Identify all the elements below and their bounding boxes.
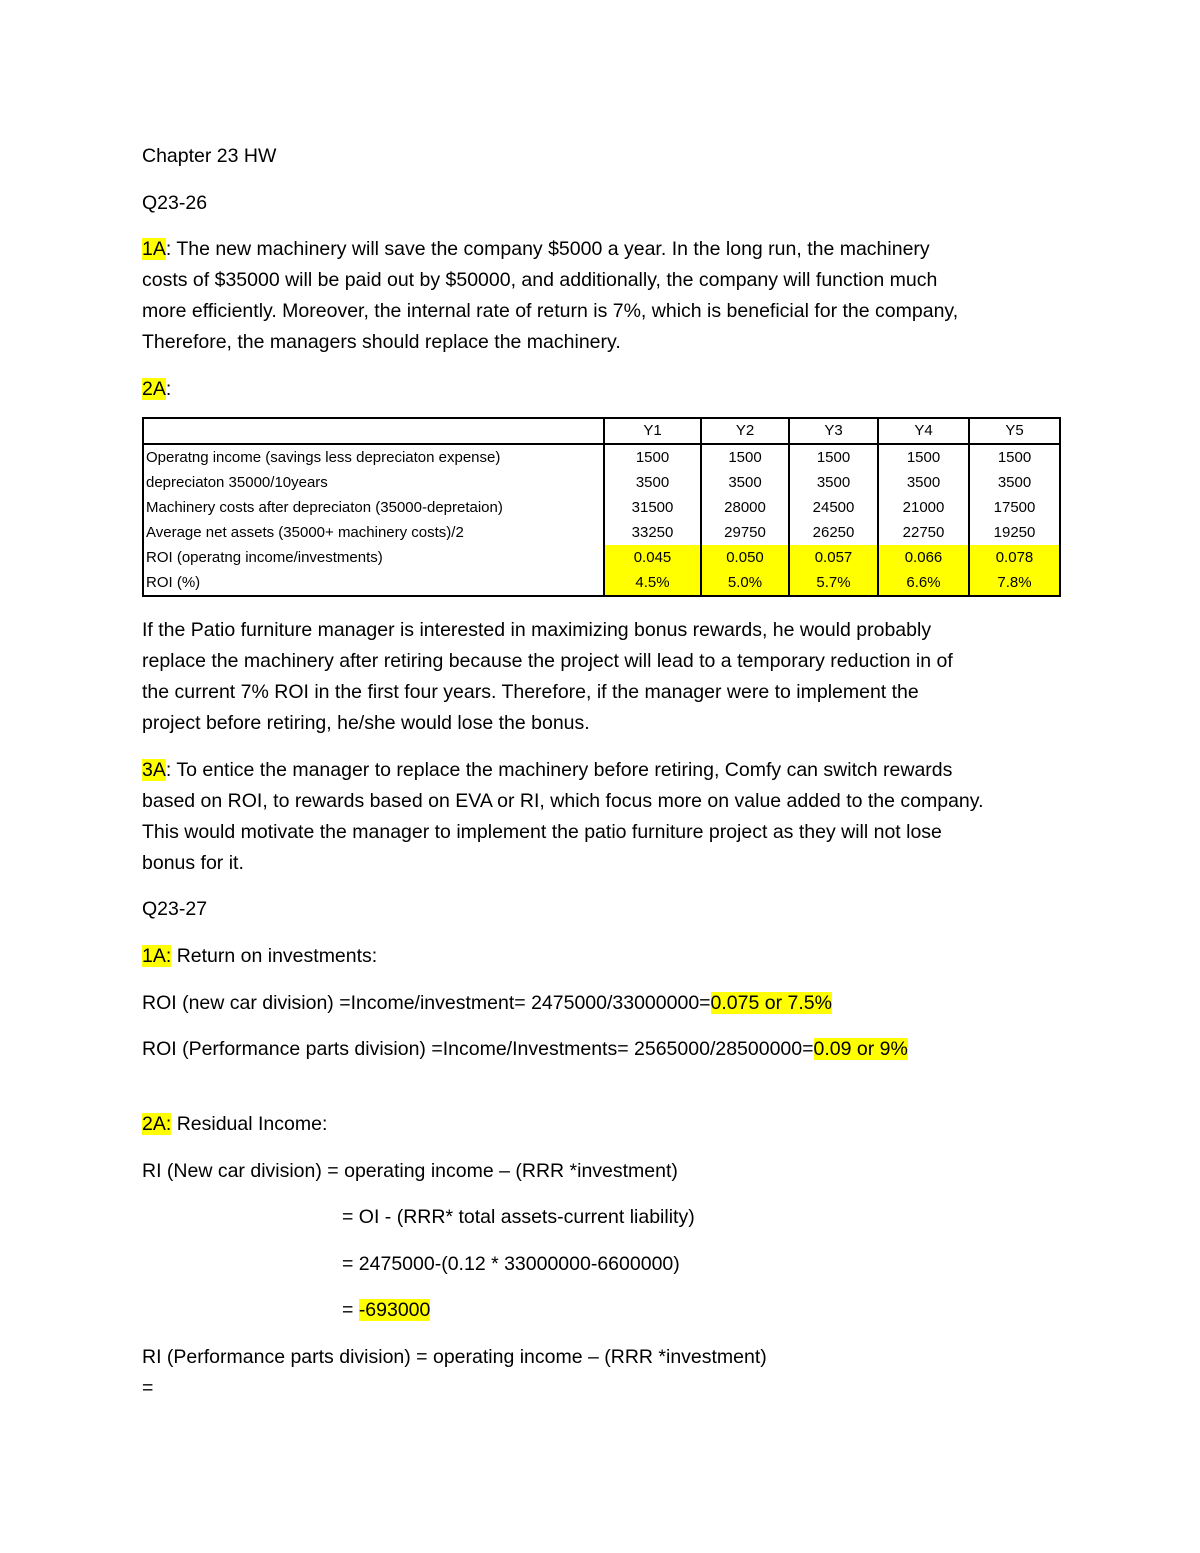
roi-performance-parts-division: ROI (Performance parts division) =Income/Investments= 2565000/28500000=0.09 or 9% [142,1038,908,1060]
table-cell: 21000 [878,495,969,520]
table-cell-highlighted: 7.8% [969,570,1060,596]
answer-3a-line-4: bonus for it. [142,852,244,874]
ri-step-2: = 2475000-(0.12 * 33000000-6600000) [342,1253,680,1275]
answer-2a-text-line-3: the current 7% ROI in the first four years. Therefore, if the manager were to implement the [142,681,919,703]
table-row [143,495,1060,520]
table-cell: 1500 [878,444,969,470]
answer-2a-heading: 2A: [142,378,172,400]
table-cell-highlighted: 0.045 [604,545,701,570]
table-cell-highlighted: 4.5% [604,570,701,596]
table-row [143,520,1060,545]
ri-new-car-division: RI (New car division) = operating income – (RRR *investment) [142,1160,678,1182]
table-header-y5: Y5 [969,418,1060,444]
table-cell-highlighted: 0.050 [701,545,789,570]
ri-step-3: = -693000 [342,1299,431,1321]
table-header-row [143,418,1060,444]
roi-new-car-division: ROI (new car division) =Income/investment= 2475000/33000000=0.075 or 7.5% [142,992,832,1014]
table-header-y3: Y3 [789,418,878,444]
table-header-corner [143,418,604,444]
table-cell: 3500 [789,470,878,495]
table-cell: 3500 [701,470,789,495]
answer-tag-2a: 2A: [142,1113,172,1135]
row-label: ROI (operatng income/investments) [143,545,604,570]
question-label-q23-26: Q23-26 [142,192,208,214]
table-header-y4: Y4 [878,418,969,444]
answer-3a-line-3: This would motivate the manager to implement the patio furniture project as they will not lose [142,821,942,843]
answer-tag-2a: 2A [142,378,166,400]
table-cell: 3500 [604,470,701,495]
answer-2a-text-line-2: replace the machinery after retiring because the project will lead to a temporary reduction in of [142,650,953,672]
ri-performance-parts-division: RI (Performance parts division) = operating income – (RRR *investment) [142,1346,767,1368]
roi-new-car-result: 0.075 or 7.5% [710,992,832,1014]
table-header-y1: Y1 [604,418,701,444]
table-cell: 24500 [789,495,878,520]
roi-table [142,417,1061,597]
row-label: Machinery costs after depreciaton (35000-depretaion) [143,495,604,520]
answer-tag-3a: 3A [142,759,166,781]
table-row [143,545,1060,570]
table-cell-highlighted: 0.057 [789,545,878,570]
answer-1a-line-1 [142,234,930,265]
table-cell: 29750 [701,520,789,545]
table-cell: 1500 [789,444,878,470]
table-cell: 28000 [701,495,789,520]
answer-1a-line-4: Therefore, the managers should replace the machinery. [142,331,621,353]
ri-new-car-result: -693000 [358,1299,431,1321]
answer-2a-text-line-1: If the Patio furniture manager is interested in maximizing bonus rewards, he would probably [142,619,932,641]
table-cell: 33250 [604,520,701,545]
answer-3a-line-1: 3A: To entice the manager to replace the machinery before retiring, Comfy can switch rewards [142,759,953,781]
table-cell: 3500 [878,470,969,495]
table-cell-highlighted: 5.7% [789,570,878,596]
table-cell: 17500 [969,495,1060,520]
table-cell-highlighted: 0.078 [969,545,1060,570]
table-cell-highlighted: 5.0% [701,570,789,596]
table-row [143,570,1060,596]
table-cell-highlighted: 6.6% [878,570,969,596]
table-cell: 1500 [701,444,789,470]
answer-2a-heading: 2A: Residual Income: [142,1113,328,1135]
answer-1a-line-2: costs of $35000 will be paid out by $50000, and additionally, the company will function much [142,269,938,291]
table-cell: 1500 [969,444,1060,470]
table-cell: 19250 [969,520,1060,545]
answer-1a-heading: 1A: Return on investments: [142,945,378,967]
answer-1a-line-3: more efficiently. Moreover, the internal rate of return is 7%, which is beneficial for the company, [142,300,959,322]
table-cell-highlighted: 0.066 [878,545,969,570]
document-title: Chapter 23 HW [142,145,277,167]
answer-tag-1a: 1A [142,238,166,260]
table-cell: 22750 [878,520,969,545]
ri-performance-parts-equals: = [142,1377,154,1399]
table-cell: 1500 [604,444,701,470]
answer-text: : The new machinery will save the company $5000 a year. In the long run, the machinery [165,238,930,260]
roi-performance-parts-result: 0.09 or 9% [813,1038,908,1060]
answer-tag-1a: 1A: [142,945,172,967]
row-label: ROI (%) [143,570,604,596]
row-label: Average net assets (35000+ machinery costs)/2 [143,520,604,545]
table-row [143,470,1060,495]
question-label-q23-27: Q23-27 [142,898,208,920]
answer-3a-line-2: based on ROI, to rewards based on EVA or RI, which focus more on value added to the company. [142,790,984,812]
row-label: depreciaton 35000/10years [143,470,604,495]
table-cell: 26250 [789,520,878,545]
table-cell: 31500 [604,495,701,520]
table-header-y2: Y2 [701,418,789,444]
row-label: Operatng income (savings less depreciaton expense) [143,444,604,470]
answer-2a-text-line-4: project before retiring, he/she would lose the bonus. [142,712,590,734]
ri-step-1: = OI - (RRR* total assets-current liability) [342,1206,695,1228]
table-row [143,444,1060,470]
table-cell: 3500 [969,470,1060,495]
